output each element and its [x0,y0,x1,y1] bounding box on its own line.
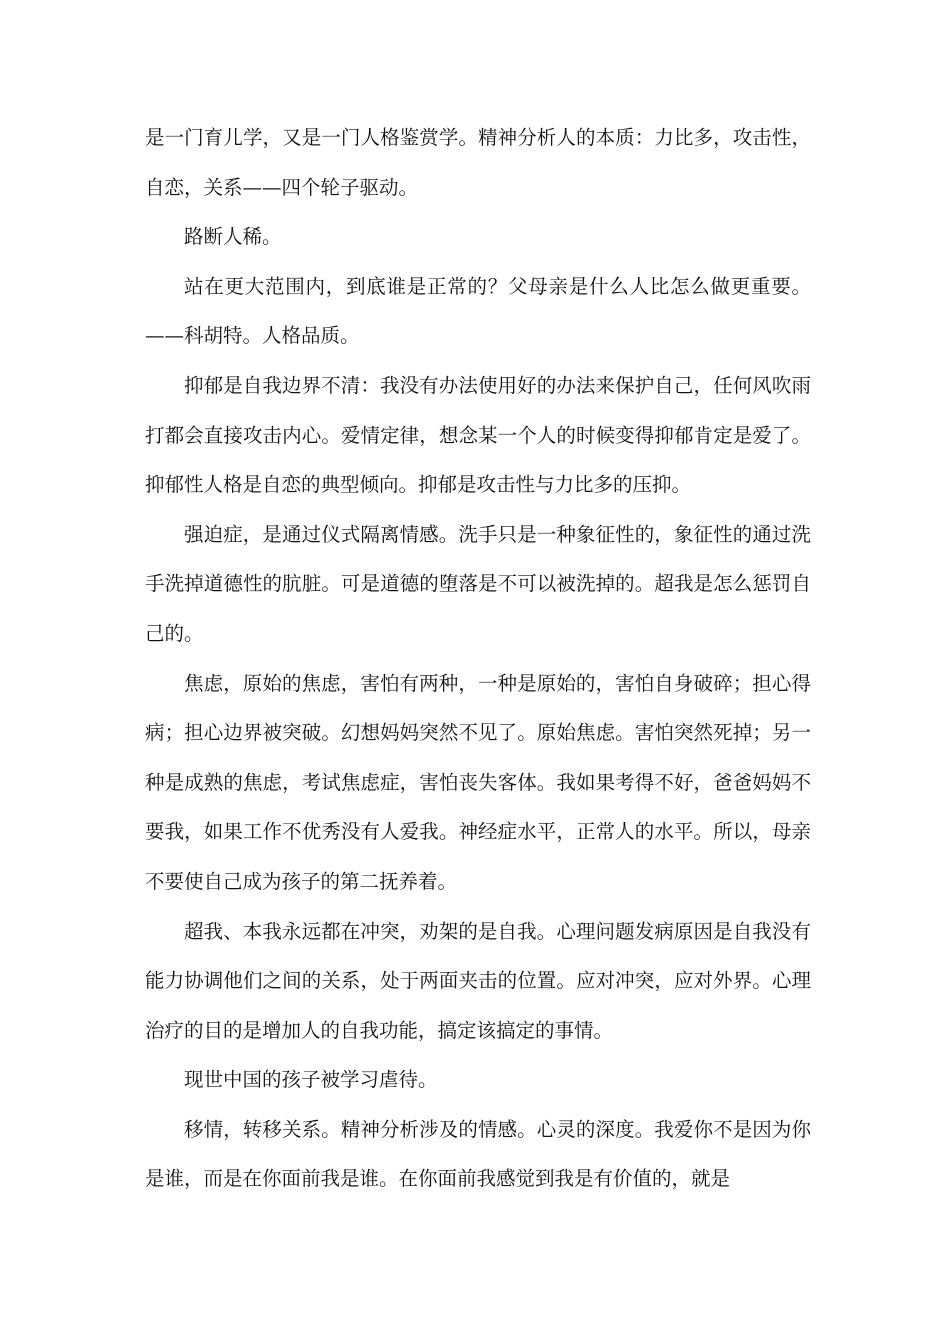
paragraph-9: 移情，转移关系。精神分析涉及的情感。心灵的深度。我爱你不是因为你是谁，而是在你面前我是谁。在你面前我感觉到我是有价值的，就是 [145,1117,811,1191]
paragraph-3: 站在更大范围内，到底谁是正常的？父母亲是什么人比怎么做更重要。——科胡特。人格品质。 [145,274,811,348]
paragraph-6: 焦虑，原始的焦虑，害怕有两种，一种是原始的，害怕自身破碎；担心得病；担心边界被突破。幻想妈妈突然不见了。原始焦虑。害怕突然死掉；另一种是成熟的焦虑，考试焦虑症，害怕丧失客体。我如果考得不好，爸爸妈妈不要我，如果工作不优秀没有人爱我。神经症水平，正常人的水平。所以，母亲不要使自己成为孩子的第二抚养着。 [145,671,811,893]
paragraph-1: 是一门育儿学，又是一门人格鉴赏学。精神分析人的本质：力比多，攻击性，自恋，关系——四个轮子驱动。 [145,126,811,199]
paragraph-5: 强迫症，是通过仪式隔离情感。洗手只是一种象征性的，象征性的通过洗手洗掉道德性的肮脏。可是道德的堕落是不可以被洗掉的。超我是怎么惩罚自己的。 [145,522,811,645]
paragraph-2: 路断人稀。 [184,225,282,249]
body-text [145,113,811,1204]
paragraph-4: 抑郁是自我边界不清：我没有办法使用好的办法来保护自己，任何风吹雨打都会直接攻击内心。爱情定律，想念某一个人的时候变得抑郁肯定是爱了。抑郁性人格是自恋的典型倾向。抑郁是攻击性与力比多的压抑。 [145,373,811,497]
paragraph-8: 现世中国的孩子被学习虐待。 [184,1068,438,1092]
paragraph-7: 超我、本我永远都在冲突，劝架的是自我。心理问题发病原因是自我没有能力协调他们之间的关系，处于两面夹击的位置。应对冲突，应对外界。心理治疗的目的是增加人的自我功能，搞定该搞定的事情。 [145,919,811,1042]
